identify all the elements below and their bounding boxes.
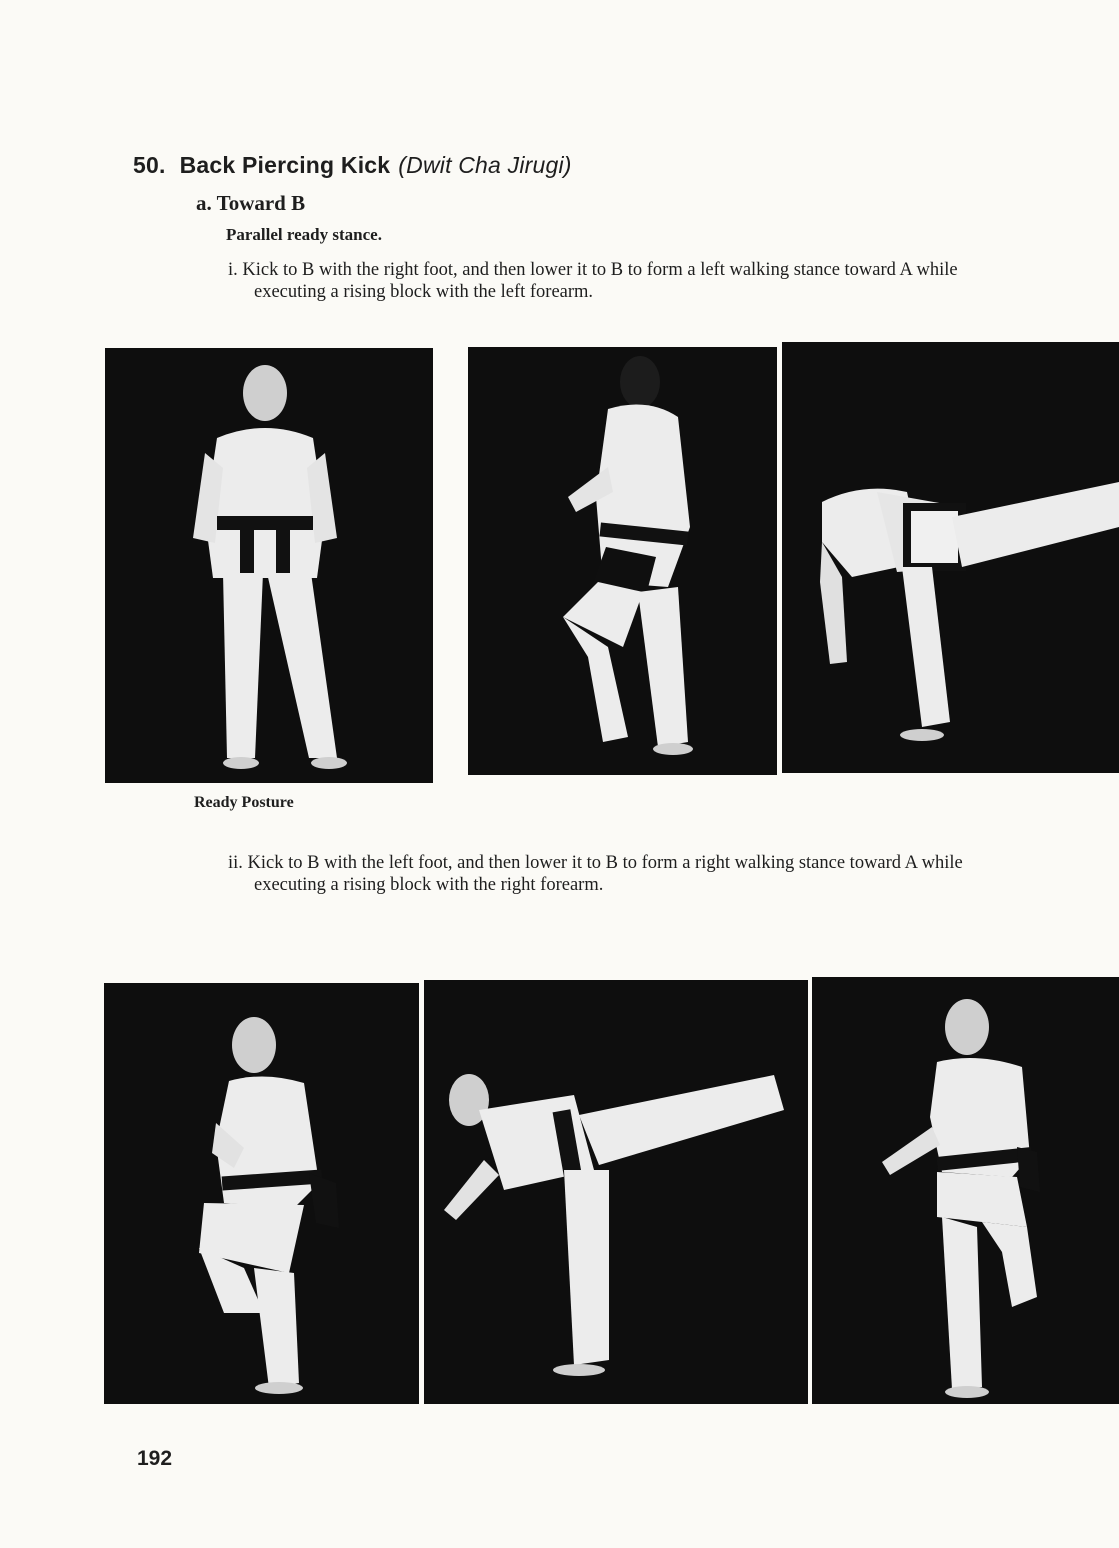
photo-step2-recoil bbox=[812, 977, 1119, 1404]
section-heading bbox=[133, 152, 572, 179]
photo-step1-chamber bbox=[468, 347, 777, 775]
photo-step2-chamber bbox=[104, 983, 419, 1404]
photo-step1-kick bbox=[782, 342, 1119, 773]
step-2-text: ii. Kick to B with the left foot, and then lower it to B to form a right walking stance toward A while executing a rising block with the right forearm. bbox=[228, 853, 963, 895]
step-1-text: i. Kick to B with the right foot, and then lower it to B to form a left walking stance toward A while executing a rising block with the left forearm. bbox=[228, 260, 958, 302]
section-title: Back Piercing Kick bbox=[179, 152, 391, 178]
subheading: a. Toward B bbox=[196, 191, 306, 215]
photo-step2-kick bbox=[424, 980, 808, 1404]
stance-label: Parallel ready stance. bbox=[226, 225, 382, 244]
photo-ready-posture bbox=[105, 348, 433, 783]
section-subtitle: (Dwit Cha Jirugi) bbox=[398, 152, 572, 178]
section-number: 50. bbox=[133, 152, 166, 178]
page-number: 192 bbox=[137, 1447, 173, 1470]
photo-caption: Ready Posture bbox=[194, 794, 294, 811]
